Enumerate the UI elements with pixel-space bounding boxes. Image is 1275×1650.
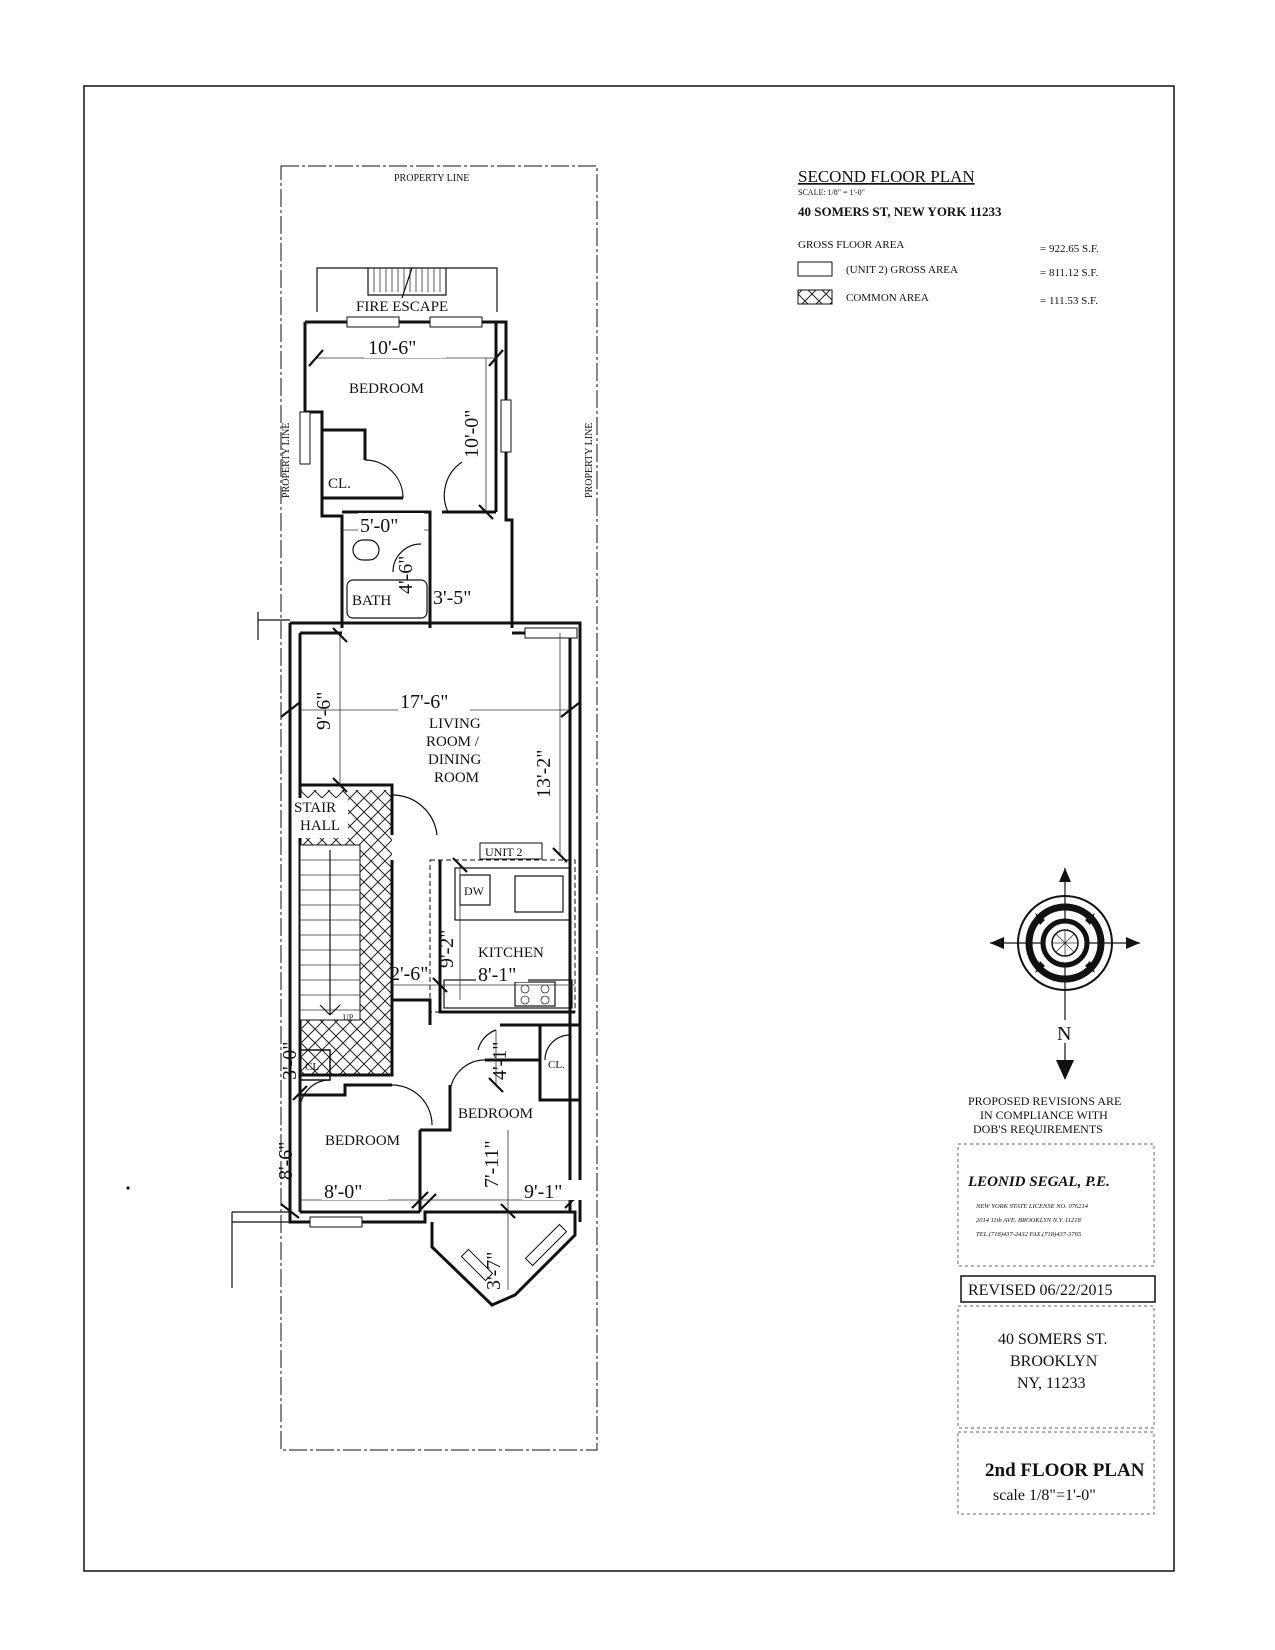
engineer-stamp-block bbox=[958, 1144, 1154, 1266]
legend-row-unit-label: (UNIT 2) GROSS AREA bbox=[846, 264, 958, 276]
dim-closet-left: 3'-0" bbox=[279, 1041, 301, 1080]
compliance-line3: DOB'S REQUIREMENTS bbox=[973, 1122, 1103, 1136]
legend-row-common-value: = 111.53 S.F. bbox=[1040, 295, 1098, 307]
unit-tag: UNIT 2 bbox=[485, 845, 523, 859]
area-legend bbox=[798, 239, 1099, 307]
room-closet-front-left: CL bbox=[305, 1061, 320, 1073]
dim-bath-width: 5'-0" bbox=[360, 515, 399, 537]
legend-row-gross-label: GROSS FLOOR AREA bbox=[798, 239, 905, 251]
compliance-line1: PROPOSED REVISIONS ARE bbox=[968, 1094, 1122, 1108]
revision-box bbox=[961, 1276, 1155, 1302]
revision-date: REVISED 06/22/2015 bbox=[968, 1282, 1113, 1299]
project-address-line1: 40 SOMERS ST. bbox=[998, 1331, 1108, 1348]
engineer-license: NEW YORK STATE LICENSE NO. 076214 bbox=[976, 1203, 1088, 1210]
sheet-border bbox=[84, 86, 1174, 1571]
room-living-line4: ROOM bbox=[434, 770, 480, 786]
dim-living-width: 17'-6" bbox=[400, 691, 449, 713]
room-kitchen: KITCHEN bbox=[478, 945, 544, 961]
legend-row-unit-value: = 811.12 S.F. bbox=[1040, 267, 1099, 279]
dim-hall-depth: 4'-1" bbox=[489, 1041, 511, 1080]
stair-up-label: UP bbox=[343, 1013, 354, 1022]
sheet-title: 2nd FLOOR PLAN bbox=[985, 1460, 1145, 1481]
title-block bbox=[798, 167, 1002, 219]
room-bedroom-rear: BEDROOM bbox=[349, 381, 425, 397]
dim-bedroom-rear-depth: 10'-0" bbox=[461, 409, 483, 458]
dim-bed-right-depth: 7'-11" bbox=[481, 1140, 503, 1188]
room-living-line3: DINING bbox=[428, 752, 482, 768]
toilet bbox=[353, 540, 379, 560]
room-living-line1: LIVING bbox=[429, 716, 481, 732]
north-arrow-icon bbox=[1056, 1060, 1074, 1080]
sheet-title-block bbox=[958, 1432, 1154, 1514]
compliance-note bbox=[968, 1094, 1121, 1136]
project-address-line3: NY, 11233 bbox=[1017, 1375, 1086, 1392]
engineer-name: LEONID SEGAL, P.E. bbox=[968, 1174, 1110, 1190]
north-label: N bbox=[1057, 1023, 1072, 1045]
dim-living-depth: 13'-2" bbox=[533, 749, 555, 798]
dim-kitchen-depth: 9'-2" bbox=[436, 929, 458, 968]
dim-bed-right-width: 9'-1" bbox=[524, 1181, 563, 1203]
legend-row-gross-value: = 922.65 S.F. bbox=[1040, 243, 1099, 255]
engineer-address: 2014 11th AVE. BROOKLYN N.Y. 11218 bbox=[976, 1217, 1081, 1224]
property-line-top-label: PROPERTY LINE bbox=[394, 173, 470, 184]
property-line-right-label: PROPERTY LINE bbox=[584, 422, 595, 498]
dim-living-left: 9'-6" bbox=[313, 691, 335, 730]
engineer-phone: TEL.(718)437-2432 FAX.(718)437-3765 bbox=[976, 1231, 1082, 1238]
dim-bed-left-depth: 8'-6" bbox=[275, 1141, 297, 1180]
sheet-scale: scale 1/8"=1'-0" bbox=[993, 1487, 1096, 1504]
room-bath: BATH bbox=[352, 593, 392, 609]
room-bedroom-front-right: BEDROOM bbox=[458, 1106, 534, 1122]
project-address-line2: BROOKLYN bbox=[1010, 1353, 1098, 1370]
dim-bath-a: 4'-6" bbox=[395, 555, 417, 594]
range bbox=[515, 982, 555, 1006]
legend-row-common-label: COMMON AREA bbox=[846, 292, 929, 304]
dim-bedroom-rear-width: 10'-6" bbox=[368, 337, 417, 359]
dim-bay-depth: 3'-7" bbox=[483, 1251, 505, 1290]
compass-rose bbox=[990, 868, 1140, 1080]
plan-address: 40 SOMERS ST, NEW YORK 11233 bbox=[798, 204, 1002, 219]
room-stair-line2: HALL bbox=[300, 818, 340, 834]
room-bedroom-front-left: BEDROOM bbox=[325, 1133, 401, 1149]
common-area-swatch bbox=[798, 290, 832, 304]
room-closet-front-right: CL. bbox=[548, 1059, 565, 1071]
stair bbox=[300, 845, 360, 1022]
room-living-line2: ROOM / bbox=[426, 734, 479, 750]
compliance-line2: IN COMPLIANCE WITH bbox=[980, 1108, 1108, 1122]
stray-mark bbox=[126, 1186, 129, 1189]
dim-bath-b: 3'-5" bbox=[433, 587, 472, 609]
plan-title: SECOND FLOOR PLAN bbox=[798, 167, 975, 186]
room-stair-line1: STAIR bbox=[294, 800, 337, 816]
dim-kitchen-width: 8'-1" bbox=[478, 964, 517, 986]
unit-area-swatch bbox=[798, 262, 832, 276]
project-address bbox=[958, 1306, 1154, 1428]
kitchen-sink bbox=[515, 876, 563, 912]
room-closet-rear: CL. bbox=[328, 476, 351, 492]
property-line-left-label: PROPERTY LINE bbox=[281, 422, 292, 498]
plan-scale-note: SCALE: 1/8" = 1'-0" bbox=[798, 188, 865, 197]
fire-escape-label: FIRE ESCAPE bbox=[356, 299, 449, 315]
dishwasher-label: DW bbox=[464, 884, 484, 898]
dim-bed-left-width: 8'-0" bbox=[324, 1181, 363, 1203]
fire-escape bbox=[317, 268, 497, 315]
dim-hall-width: 2'-6" bbox=[390, 963, 429, 985]
